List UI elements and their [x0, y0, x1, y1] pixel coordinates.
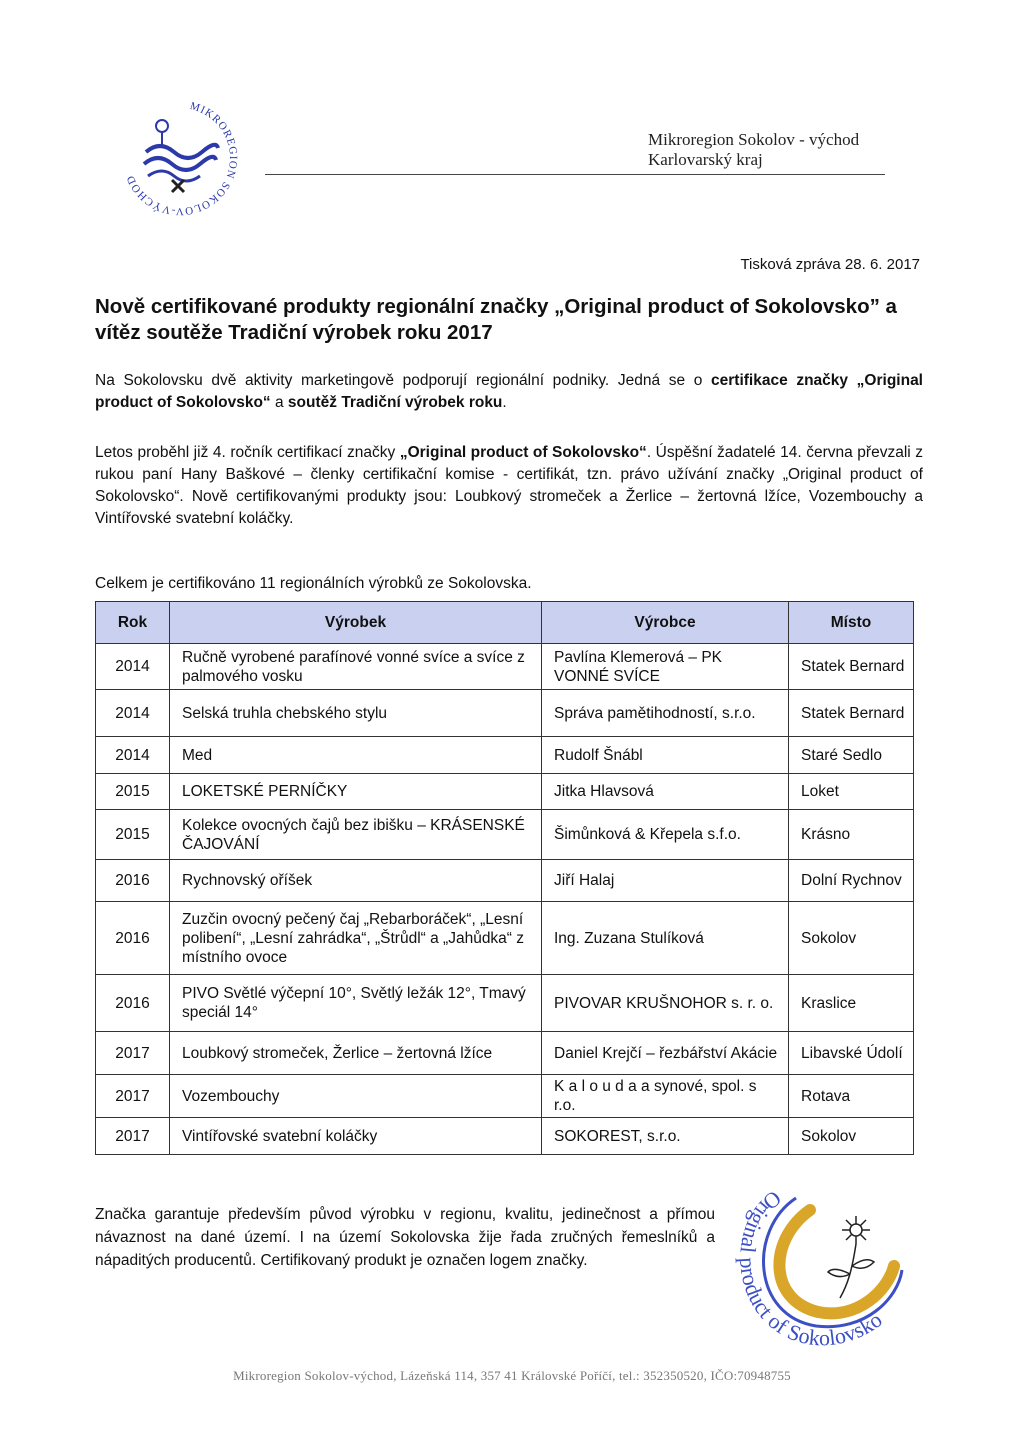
intro-bold-1: certifikace značky „Original product of Sokolovsko“ — [95, 372, 923, 411]
table-row — [96, 1118, 914, 1155]
cert-text-1: Letos proběhl již 4. ročník certifikací značky — [95, 444, 400, 461]
cell-rok: 2015 — [96, 774, 170, 810]
cell-vyrobce: Pavlína Klemerová – PK VONNÉ SVÍCE — [542, 644, 789, 690]
cell-rok: 2017 — [96, 1032, 170, 1075]
cell-vyrobek: Selská truhla chebského stylu — [170, 690, 542, 737]
table-row — [96, 690, 914, 737]
intro-text-1: Na Sokolovsku dvě aktivity marketingově podporují regionální podniky. Jedná se o — [95, 372, 712, 389]
cell-vyrobek: Loubkový stromeček, Žerlice – žertovná lžíce — [170, 1032, 542, 1075]
certified-products-table — [95, 601, 914, 1155]
svg-text:Original product of Sokolovsko: Original product of Sokolovsko — [735, 1185, 887, 1351]
cell-misto: Kraslice — [789, 975, 914, 1032]
cell-misto: Staré Sedlo — [789, 737, 914, 774]
table-row — [96, 975, 914, 1032]
intro-text-3: . — [502, 394, 507, 411]
table-row — [96, 774, 914, 810]
cell-vyrobek: LOKETSKÉ PERNÍČKY — [170, 774, 542, 810]
cell-rok: 2014 — [96, 690, 170, 737]
mikroregion-logo-icon — [118, 96, 242, 220]
table-row — [96, 860, 914, 902]
press-release-date: Tisková zpráva 28. 6. 2017 — [740, 256, 920, 273]
cell-vyrobce: SOKOREST, s.r.o. — [542, 1118, 789, 1155]
cell-misto: Krásno — [789, 810, 914, 860]
svg-text:MIKROREGION SOKOLOV-VÝCHOD: MIKROREGION SOKOLOV-VÝCHOD — [124, 99, 240, 218]
cell-misto: Loket — [789, 774, 914, 810]
cell-vyrobce: Rudolf Šnábl — [542, 737, 789, 774]
cell-rok: 2015 — [96, 810, 170, 860]
intro-text-2: a — [270, 394, 288, 411]
table-row — [96, 1075, 914, 1118]
cell-misto: Sokolov — [789, 902, 914, 975]
cell-vyrobce: K a l o u d a a synové, spol. s r.o. — [542, 1075, 789, 1118]
header-vyrobce: Výrobce — [542, 602, 789, 644]
header-organization — [648, 130, 859, 170]
header-rok: Rok — [96, 602, 170, 644]
cell-rok: 2016 — [96, 975, 170, 1032]
cell-misto: Rotava — [789, 1075, 914, 1118]
intro-paragraph — [95, 370, 923, 414]
table-row — [96, 737, 914, 774]
cell-rok: 2016 — [96, 902, 170, 975]
cell-vyrobek: Vintířovské svatební koláčky — [170, 1118, 542, 1155]
cell-misto: Statek Bernard — [789, 644, 914, 690]
header-misto: Místo — [789, 602, 914, 644]
header-org-name: Mikroregion Sokolov - východ — [648, 130, 860, 149]
cell-vyrobek: Kolekce ovocných čajů bez ibišku – KRÁSENSKÉ ČAJOVÁNÍ — [170, 810, 542, 860]
cell-vyrobce: Ing. Zuzana Stulíková — [542, 902, 789, 975]
table-row — [96, 1032, 914, 1075]
cell-misto: Dolní Rychnov — [789, 860, 914, 902]
cell-misto: Sokolov — [789, 1118, 914, 1155]
brand-guarantee-paragraph: Značka garantuje především původ výrobku v regionu, kvalitu, jedinečnost a přímou návaznost na dané území. I na území Sokolovska žije řada zručných řemeslníků a nápaditých producentů. Certifikovaný produkt je označen logem značky. — [95, 1206, 715, 1269]
footer-contact: Mikroregion Sokolov-východ, Lázeňská 114, 357 41 Královské Poříčí, tel.: 352350520, IČO:70948755 — [233, 1368, 791, 1383]
cert-text-2: . Úspěšní žadatelé 14. června převzali z rukou paní Hany Baškové – členky certifikační komise - certifikát, tzn. právo užívání značky „Original product of Sokolovsko“. Nově certifikovanými produkty jsou: Loubkový stromeček a Žerlice – žertovná lžíce, Vozembouchy a Vintířovské svatební koláčky. — [95, 444, 923, 527]
cell-vyrobce: Správa pamětihodností, s.r.o. — [542, 690, 789, 737]
cell-vyrobce: Jitka Hlavsová — [542, 774, 789, 810]
table-row — [96, 810, 914, 860]
cell-vyrobce: Šimůnková & Křepela s.f.o. — [542, 810, 789, 860]
cell-vyrobek: Ručně vyrobené parafínové vonné svíce a svíce z palmového vosku — [170, 644, 542, 690]
cell-rok: 2017 — [96, 1075, 170, 1118]
cell-vyrobek: Vozembouchy — [170, 1075, 542, 1118]
table-row — [96, 902, 914, 975]
cert-bold-1: „Original product of Sokolovsko“ — [399, 444, 647, 461]
intro-bold-2: soutěž Tradiční výrobek roku — [287, 394, 503, 411]
header-region: Karlovarský kraj — [648, 150, 763, 169]
cell-vyrobek: Zuzčin ovocný pečený čaj „Rebarboráček“, „Lesní polibení“, „Lesní zahrádka“, „Štrůdl“ a „Jahůdka“ z místního ovoce — [170, 902, 542, 975]
cell-rok: 2014 — [96, 644, 170, 690]
cell-vyrobce: Daniel Krejčí – řezbářství Akácie — [542, 1032, 789, 1075]
cell-vyrobek: Med — [170, 737, 542, 774]
header-divider — [265, 174, 885, 175]
original-product-badge-icon — [718, 1180, 916, 1358]
cell-misto: Statek Bernard — [789, 690, 914, 737]
cell-rok: 2017 — [96, 1118, 170, 1155]
cell-vyrobek: Rychnovský oříšek — [170, 860, 542, 902]
cell-vyrobce: PIVOVAR KRUŠNOHOR s. r. o. — [542, 975, 789, 1032]
page-title: Nově certifikované produkty regionální značky „Original product of Sokolovsko” a vítěz soutěže Tradiční výrobek roku 2017 — [95, 295, 897, 344]
cell-misto: Libavské Údolí — [789, 1032, 914, 1075]
table-header-row — [96, 602, 914, 644]
cell-vyrobek: PIVO Světlé výčepní 10°, Světlý ležák 12°, Tmavý speciál 14° — [170, 975, 542, 1032]
cell-vyrobce: Jiří Halaj — [542, 860, 789, 902]
certification-paragraph — [95, 442, 923, 530]
table-row — [96, 644, 914, 690]
header-vyrobek: Výrobek — [170, 602, 542, 644]
total-count-paragraph: Celkem je certifikováno 11 regionálních výrobků ze Sokolovska. — [95, 575, 532, 592]
cell-rok: 2014 — [96, 737, 170, 774]
cell-rok: 2016 — [96, 860, 170, 902]
